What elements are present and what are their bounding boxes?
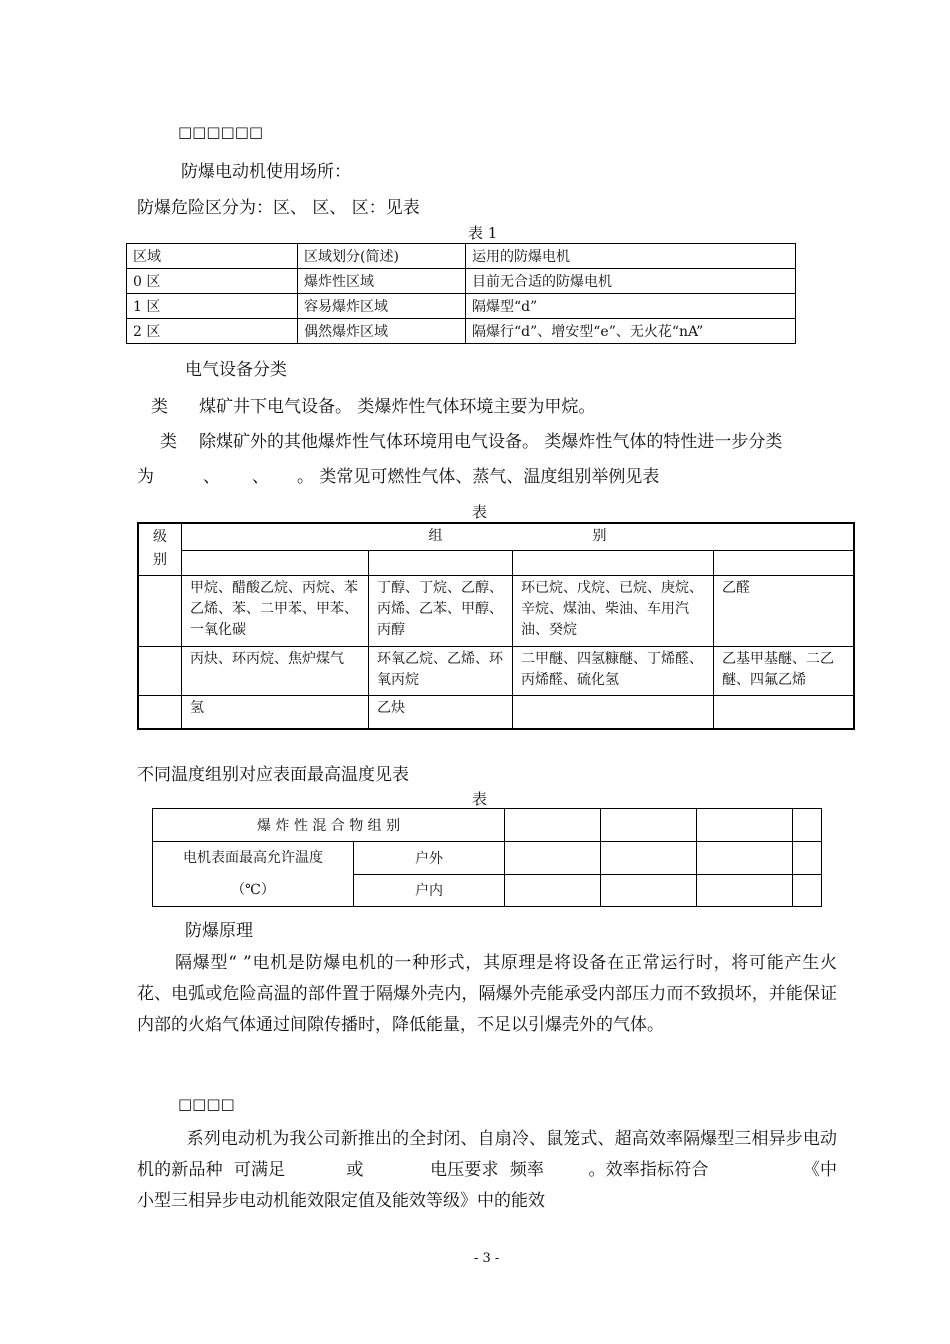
table-cell [505, 874, 601, 907]
table-cell [697, 874, 793, 907]
table-cell [513, 696, 714, 730]
principle-title: 防爆原理 [185, 921, 253, 941]
page-number: - 3 - [474, 1251, 500, 1266]
table-cell: 1 区 [127, 294, 298, 319]
table-cell: 乙炔 [369, 696, 513, 730]
table-cell [697, 842, 793, 875]
table-cell [505, 809, 601, 842]
table-cell [793, 874, 822, 907]
table-cell [793, 809, 822, 842]
table-cell [505, 842, 601, 875]
outdoor-label: 户外 [354, 842, 505, 875]
table-cell: 容易爆炸区域 [298, 294, 466, 319]
table-cell: 0 区 [127, 269, 298, 294]
temperature-table [152, 808, 822, 907]
usage-title: 防爆电动机使用场所： [181, 162, 351, 182]
section-heading-2: □□□□ [178, 1095, 235, 1113]
table-cell: 乙基甲基醚、二乙醚、四氟乙烯 [714, 647, 855, 696]
table-cell [793, 842, 822, 875]
class-title: 电气设备分类 [185, 360, 287, 380]
table1-caption: 表 1 [468, 224, 498, 242]
table-cell: 爆炸性区域 [298, 269, 466, 294]
table-cell: 隔爆型“d” [466, 294, 796, 319]
table-cell: 目前无合适的防爆电机 [466, 269, 796, 294]
level-header: 级别 [138, 523, 182, 576]
table-cell: 甲烷、醋酸乙烷、丙烷、苯乙烯、苯、二甲苯、甲苯、一氧化碳 [182, 576, 369, 647]
table-cell: 环氧乙烷、乙烯、环氧丙烷 [369, 647, 513, 696]
level-cell [138, 696, 182, 730]
table-header: 区域 [127, 244, 298, 269]
temp-line: 不同温度组别对应表面最高温度见表 [137, 765, 409, 785]
class-line3-c: 、 [252, 467, 269, 487]
table-row [127, 319, 796, 344]
table-cell [601, 874, 697, 907]
table-cell [697, 809, 793, 842]
table-cell: 丙炔、环丙烷、焦炉煤气 [182, 647, 369, 696]
class-line2-b: 除煤矿外的其他爆炸性气体环境用电气设备。 类爆炸性气体的特性进一步分类 [199, 432, 783, 452]
zones-line: 防爆危险区分为：区、 区、 区：见表 [137, 198, 420, 218]
table-cell: 偶然爆炸区域 [298, 319, 466, 344]
table-cell: 乙醛 [714, 576, 855, 647]
class-line3-a: 为 [137, 467, 154, 487]
table2-caption: 表 [472, 503, 488, 521]
class-line3-d: 。 类常见可燃性气体、蒸气、温度组别举例见表 [297, 467, 660, 487]
table-cell: 二甲醚、四氢糠醚、丁烯醛、丙烯醛、硫化氢 [513, 647, 714, 696]
mix-label: 爆 炸 性 混 合 物 组 别 [153, 809, 505, 842]
table-cell: 丁醇、丁烷、乙醇、丙烯、乙苯、甲醇、丙醇 [369, 576, 513, 647]
group-subheader [369, 551, 513, 576]
table-cell [601, 842, 697, 875]
level-cell [138, 576, 182, 647]
class-line3-b: 、 [203, 467, 220, 487]
group-subheader [714, 551, 855, 576]
table-cell: 2 区 [127, 319, 298, 344]
table-cell: 隔爆行“d”、增安型“e”、无火花“nA” [466, 319, 796, 344]
table-row [127, 294, 796, 319]
gas-group-table [137, 522, 855, 730]
class-line1-a: 类 [151, 397, 168, 417]
table-cell [601, 809, 697, 842]
section-heading: □□□□□□ [178, 123, 264, 141]
group-header [182, 523, 855, 551]
table-header-row [127, 244, 796, 269]
class-line1-b: 煤矿井下电气设备。 类爆炸性气体环境主要为甲烷。 [199, 397, 596, 417]
surface-label-text: 电机表面最高允许温度 [183, 850, 323, 866]
table-row [127, 269, 796, 294]
unit-label: （℃） [231, 882, 275, 898]
surface-label [153, 842, 354, 907]
group-header-a: 组 [428, 528, 443, 544]
table3-caption: 表 [472, 790, 488, 808]
table-cell: 氢 [182, 696, 369, 730]
table-row [138, 576, 854, 647]
table-row [138, 696, 854, 730]
zone-table [126, 243, 796, 344]
table-header: 运用的防爆电机 [466, 244, 796, 269]
class-line2-a: 类 [160, 432, 177, 452]
level-cell [138, 647, 182, 696]
series-paragraph: 系列电动机为我公司新推出的全封闭、自扇冷、鼠笼式、超高效率隔爆型三相异步电动机的新品种 可满足 或 电压要求 频率 。效率指标符合 《中小型三相异步电动机能效限定值及能效等级》中的能效 [137, 1129, 837, 1211]
indoor-label: 户内 [354, 874, 505, 907]
principle-paragraph: 隔爆型“ ”电机是防爆电机的一种形式，其原理是将设备在正常运行时，将可能产生火花、电弧或危险高温的部件置于隔爆外壳内，隔爆外壳能承受内部压力而不致损坏，并能保证内部的火焰气体通过间隙传播时，降低能量，不足以引爆壳外的气体。 [137, 953, 837, 1035]
table-row [138, 647, 854, 696]
group-subheader [513, 551, 714, 576]
table-cell: 环已烷、戊烷、已烷、庚烷、辛烷、煤油、柴油、车用汽油、癸烷 [513, 576, 714, 647]
table-cell [714, 696, 855, 730]
group-subheader [182, 551, 369, 576]
group-header-b: 别 [592, 528, 607, 544]
table-header: 区域划分(简述) [298, 244, 466, 269]
